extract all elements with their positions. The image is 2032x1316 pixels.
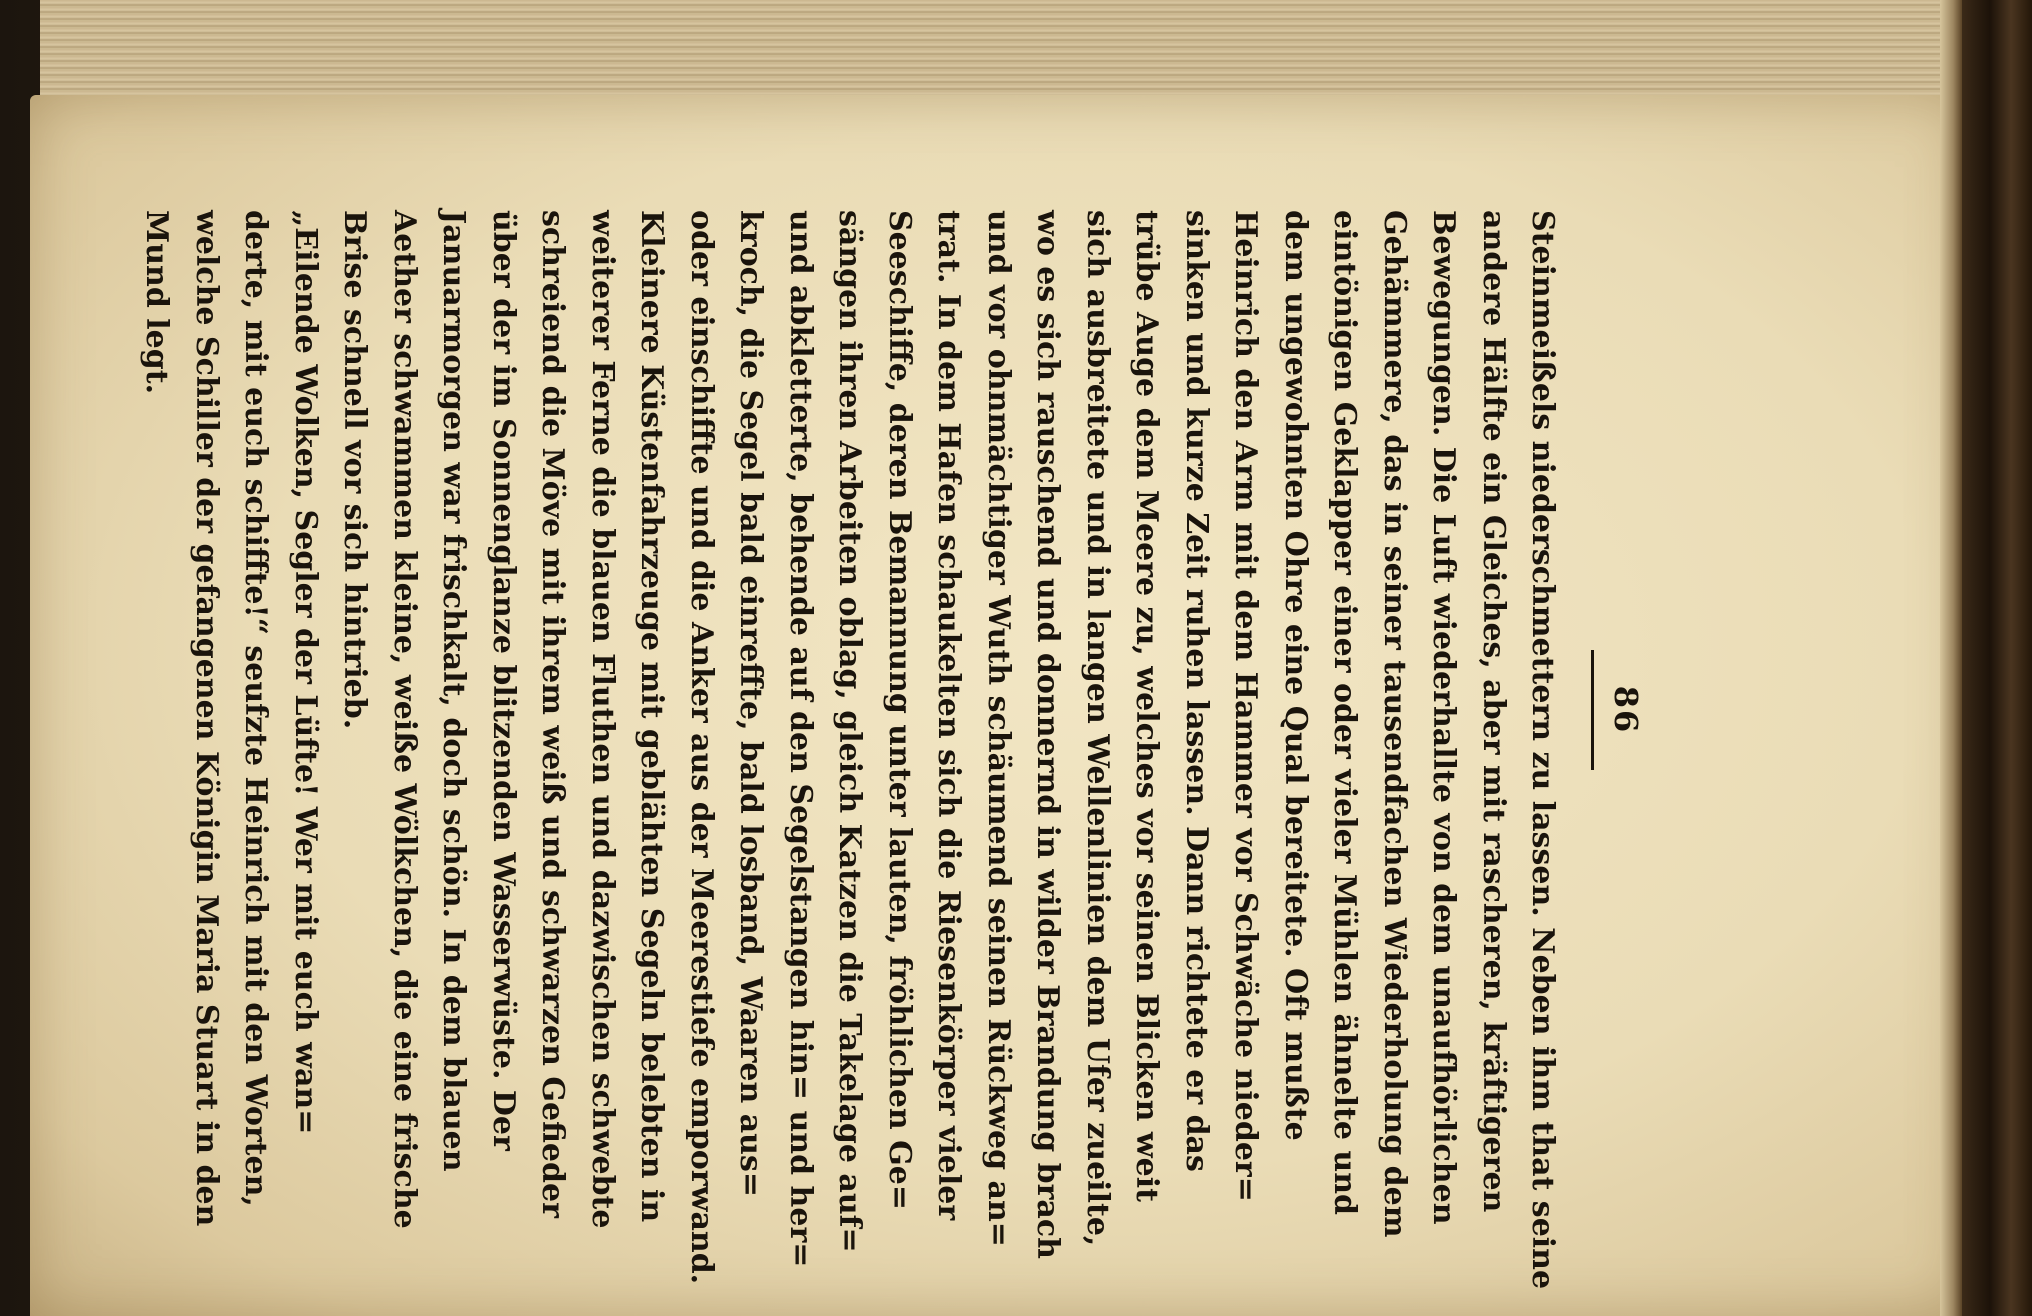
body-text [132,210,1568,1290]
text-line: andere Hälfte ein Gleiches, aber mit rascheren, kräftigeren [1476,210,1511,1213]
text-line: und abkletterte, behende auf den Segelstangen hin= und her= [783,210,818,1268]
text-line: sich ausbreitete und in langen Wellenlinien dem Ufer zueilte, [1080,210,1115,1247]
text-line: trübe Auge dem Meere zu, welches vor seinen Blicken weit [1129,210,1165,1203]
text-line: Januarmorgen war frischkalt, doch schön. In dem blauen [436,210,472,1172]
text-line: derte, mit euch schiffte!“ seufzte Heinrich mit den Worten, [238,210,274,1207]
text-line: und vor ohnmächtiger Wuth schäumend seinen Rückweg an= [981,210,1016,1247]
text-line: sinken und kurze Zeit ruhen lassen. Dann richtete er das [1179,210,1214,1172]
page-gutter [1940,0,1962,1316]
text-line: Bewegungen. Die Luft wiederhallte von dem unaufhörlichen [1426,210,1462,1225]
text-line: Steinmeißels niederschmettern zu lassen. Neben ihm that seine [1525,210,1561,1290]
text-line: über der im Sonnenglanze blitzenden Wasserwüste. Der [486,210,521,1151]
text-line: dem ungewohnten Ohre eine Qual bereitete. Oft mußte [1278,210,1313,1141]
text-line: wo es sich rauschend und donnernd in wilder Brandung brach [1030,210,1066,1259]
book-binding [1962,0,2032,1316]
text-line: Brise schnell vor sich hintrieb. [337,210,373,730]
text-line: welche Schiller der gefangenen Königin Maria Stuart in den [189,210,224,1227]
text-line: Heinrich den Arm mit dem Hammer vor Schwäche nieder= [1228,210,1264,1202]
text-line: Seeschiffe, deren Bemannung unter lauten, fröhlichen Ge= [882,210,917,1211]
header-rule [1592,650,1595,770]
text-line: Mund legt. [139,210,175,395]
page-number: 86 [1607,685,1645,735]
text-line: Aether schwammen kleine, weiße Wölkchen, die eine frische [387,210,422,1229]
text-line: eintönigen Geklapper einer oder vieler Mühlen ähnelte und [1327,210,1363,1216]
page-text-block [139,210,1650,1290]
text-line: trat. In dem Hafen schaukelten sich die Riesenkörper vieler [931,210,967,1221]
text-line: oder einschiffte und die Anker aus der Meerestiefe emporwand. [684,210,719,1285]
text-line: kroch, die Segel bald einreffte, bald losband, Waaren aus= [733,210,769,1198]
text-line: Kleinere Küstenfahrzeuge mit geblähten Segeln belebten in [634,210,670,1223]
text-line: weiterer Ferne die blauen Fluthen und dazwischen schwebte [585,210,620,1229]
text-line: sängen ihren Arbeiten oblag, gleich Katzen die Takelage auf= [832,210,868,1253]
text-line: schreiend die Möve mit ihrem weiß und schwarzen Gefieder [535,210,571,1218]
text-line: „Eilende Wolken, Segler der Lüfte! Wer mit euch wan= [288,210,323,1135]
text-line: Gehämmere, das in seiner tausendfachen Wiederholung dem [1377,210,1412,1238]
